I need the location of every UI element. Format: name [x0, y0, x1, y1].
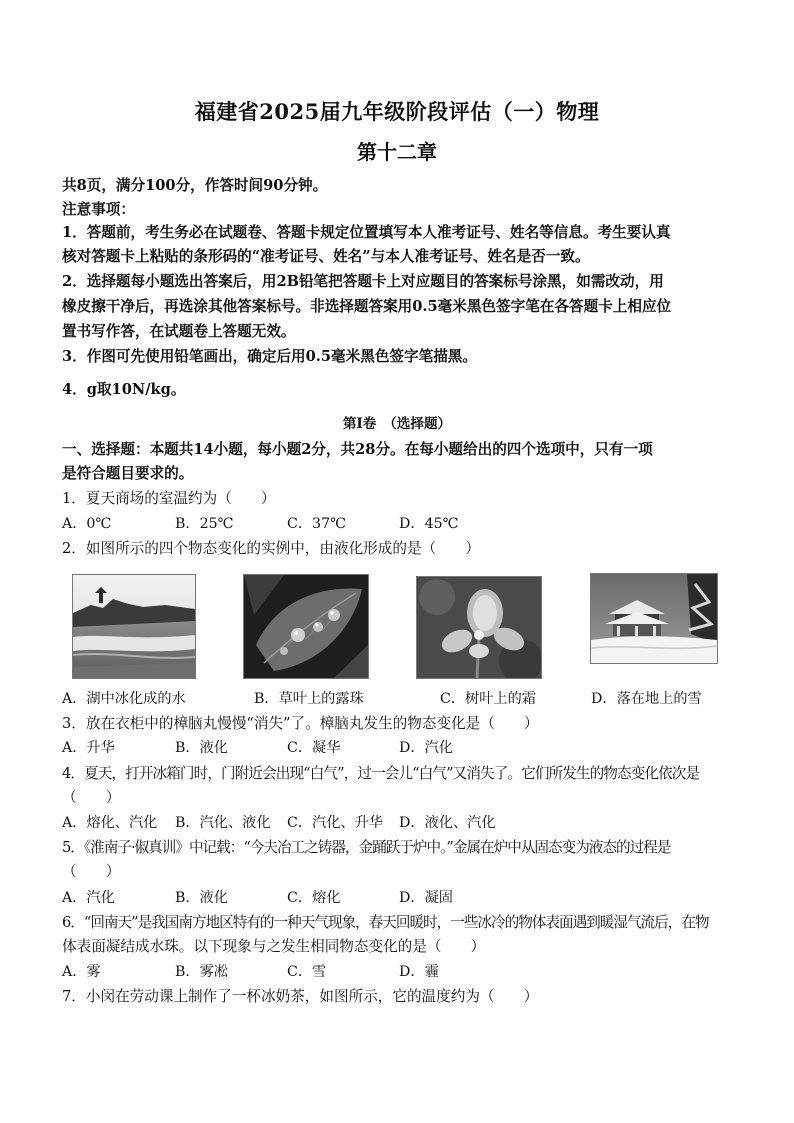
q5-option-c: C．熔化	[287, 890, 341, 906]
q1-option-c: C．37℃	[287, 516, 346, 532]
q6-option-b: B．雾凇	[175, 964, 228, 980]
frost-leaf-photo	[416, 576, 542, 679]
q3-option-c: C．凝华	[287, 740, 341, 756]
lake-ice-photo	[72, 574, 196, 679]
q3-option-d: D．汽化	[399, 740, 453, 756]
q6-stem-line-1: 6．“回南天”是我国南方地区特有的一种天气现象，春天回暖时，一些冰冷的物体表面遇到暖湿气流后，在物	[62, 914, 709, 931]
q1-option-d: D．45℃	[399, 516, 459, 532]
q5-option-a: A．汽化	[62, 890, 115, 906]
q6-stem-line-2: 体表面凝结成水珠。以下现象与之发生相同物态变化的是（ ）	[62, 938, 486, 955]
q6-option-a: A．雾	[62, 964, 101, 980]
leaf-dew-photo	[243, 574, 369, 679]
q7-stem: 7．小闵在劳动课上制作了一杯冰奶茶，如图所示，它的温度约为（ ）	[62, 988, 539, 1005]
section-intro-line-1: 一、选择题：本题共14小题，每小题2分，共28分。在每小题给出的四个选项中，只有一项	[62, 441, 653, 458]
snow-pavilion-photo	[590, 573, 718, 664]
q4-option-a: A．熔化、汽化	[62, 815, 158, 831]
notice-heading: 注意事项：	[62, 201, 135, 218]
q4-option-b: B．汽化、液化	[175, 815, 271, 831]
q5-option-b: B．液化	[175, 890, 228, 906]
notice-item-2-line-2: 橡皮擦干净后，再选涂其他答案标号。非选择题答案用0.5毫米黑色签字笔在各答题卡上相应位	[62, 298, 672, 315]
q5-stem-line-1: 5．《淮南子·俶真训》中记载：“今夫冶工之铸器，金踊跃于炉中。”金属在炉中从固态变为液态的过程是	[62, 839, 671, 856]
q5-option-d: D．凝固	[399, 890, 453, 906]
section-label: 第Ⅰ卷 （选择题）	[342, 416, 452, 432]
q4-stem-line-1: 4．夏天，打开冰箱门时，门附近会出现“白气”，过一会儿“白气”又消失了。它们所发生的物态变化依次是	[62, 765, 700, 782]
notice-item-4: 4．g取10N/kg。	[62, 381, 186, 398]
chapter-title: 第十二章	[357, 140, 437, 164]
q1-stem: 1．夏天商场的室温约为（ ）	[62, 490, 276, 507]
q4-option-d: D．液化、汽化	[399, 815, 496, 831]
q5-stem-line-2: （ ）	[62, 863, 121, 880]
q2-caption-c: C．树叶上的霜	[440, 691, 536, 707]
notice-item-1-line-2: 核对答题卡上粘贴的条形码的“准考证号、姓名”与本人准考证号、姓名是否一致。	[62, 248, 590, 265]
notice-item-1-line-1: 1．答题前，考生务必在试题卷、答题卡规定位置填写本人准考证号、姓名等信息。考生要认真	[62, 224, 671, 241]
notice-item-3: 3．作图可先使用铅笔画出，确定后用0.5毫米黑色签字笔描黑。	[62, 348, 477, 365]
exam-summary: 共8页，满分100分，作答时间90分钟。	[62, 177, 328, 194]
q3-option-a: A．升华	[62, 740, 115, 756]
section-intro-line-2: 是符合题目要求的。	[62, 465, 194, 482]
q2-stem: 2．如图所示的四个物态变化的实例中，由液化形成的是（ ）	[62, 540, 480, 557]
q2-caption-b: B．草叶上的露珠	[254, 691, 364, 707]
q2-caption-d: D．落在地上的雪	[591, 691, 702, 707]
notice-item-2-line-1: 2．选择题每小题选出答案后，用2B铅笔把答题卡上对应题目的答案标号涂黑，如需改动，用	[62, 273, 664, 290]
q6-option-d: D．霾	[399, 964, 439, 980]
q2-caption-a: A．湖中冰化成的水	[62, 691, 186, 707]
q3-option-b: B．液化	[175, 740, 228, 756]
q3-stem: 3．放在衣柜中的樟脑丸慢慢“消失”了。樟脑丸发生的物态变化是（ ）	[62, 715, 539, 732]
q4-stem-line-2: （ ）	[62, 789, 121, 806]
q6-option-c: C．雪	[287, 964, 327, 980]
exam-title: 福建省2025届九年级阶段评估（一）物理	[194, 99, 600, 124]
q1-option-a: A．0℃	[62, 516, 112, 532]
notice-item-2-line-3: 置书写作答，在试题卷上答题无效。	[62, 323, 296, 340]
q4-option-c: C．汽化、升华	[287, 815, 383, 831]
q1-option-b: B．25℃	[175, 516, 234, 532]
